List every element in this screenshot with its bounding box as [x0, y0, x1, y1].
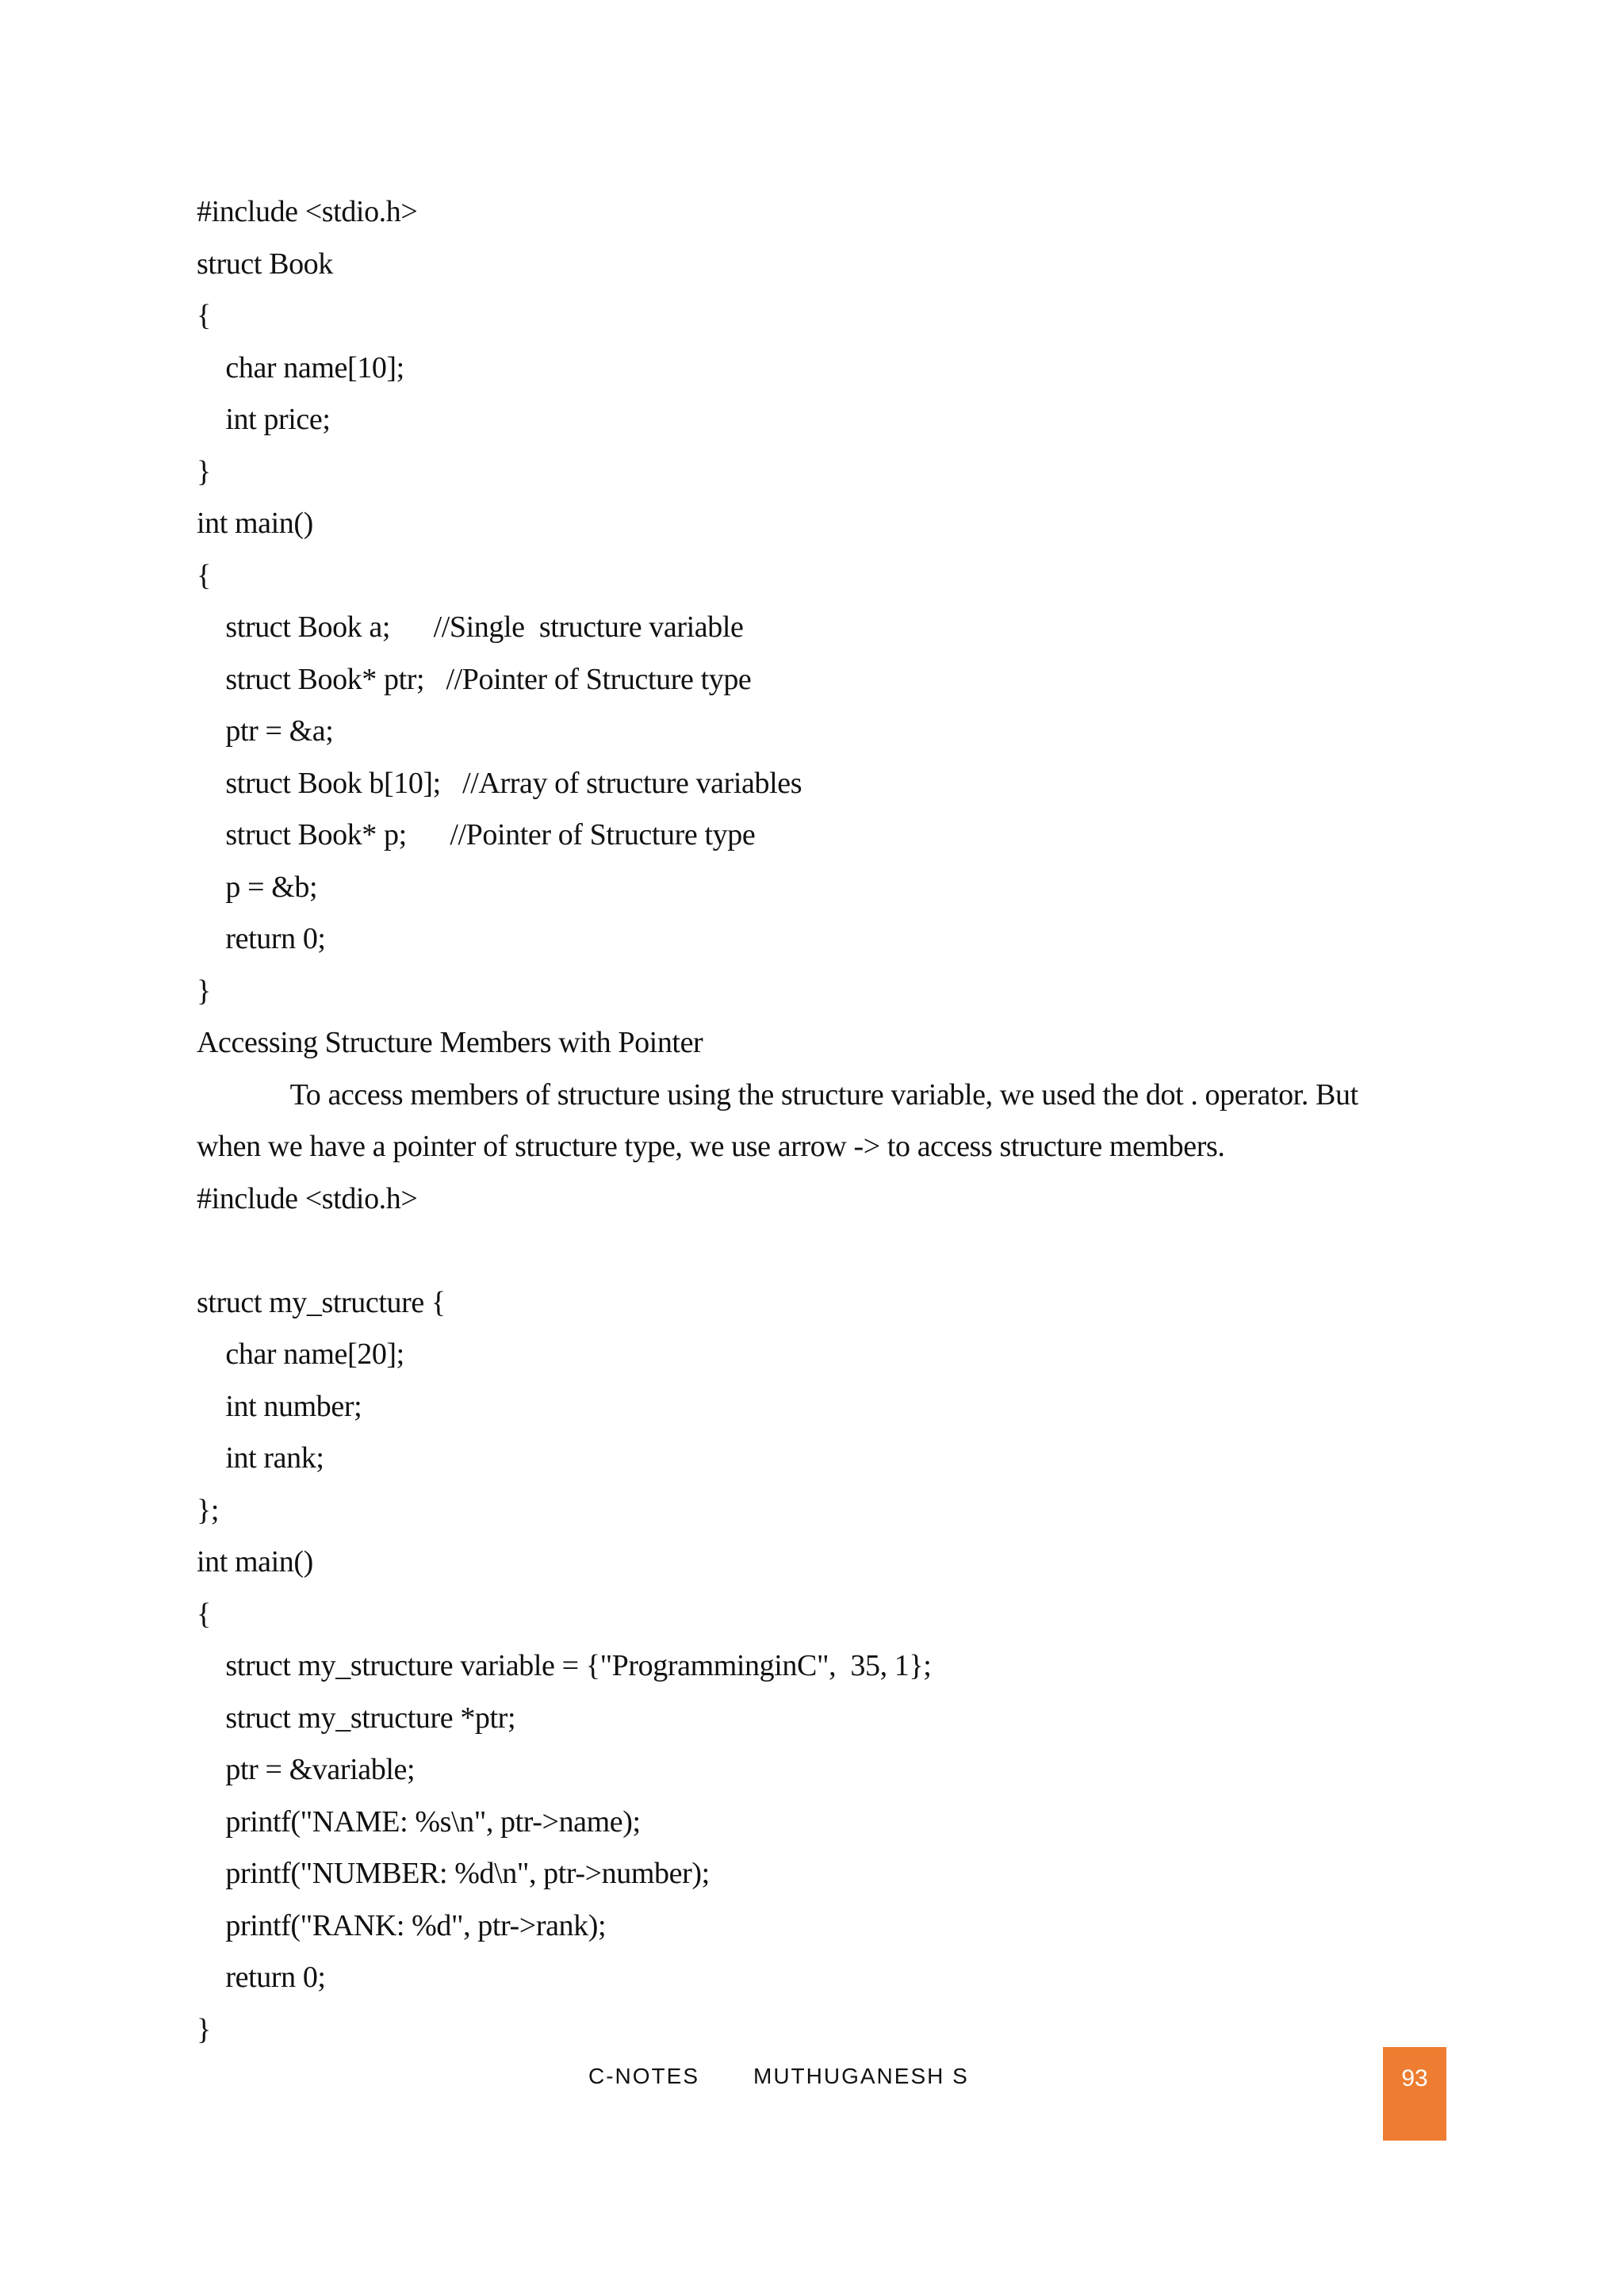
text-line: } — [197, 974, 211, 1008]
text-line: struct my_structure *ptr; — [197, 1701, 516, 1735]
text-line: ptr = &a; — [197, 714, 334, 748]
text-line: char name[20]; — [197, 1337, 404, 1371]
text-line: }; — [197, 1494, 219, 1527]
text-line: struct Book* p; //Pointer of Structure type — [197, 818, 756, 851]
text-line: { — [197, 1598, 211, 1631]
text-line: struct my_structure { — [197, 1286, 446, 1319]
text-line: printf("NAME: %s\n", ptr->name); — [197, 1805, 641, 1839]
text-line: } — [197, 455, 211, 488]
text-line: struct my_structure variable = {"ProgramminginC", 35, 1}; — [197, 1649, 932, 1682]
paragraph-line: To access members of structure using the structure variable, we used the dot . operator. But — [197, 1078, 1358, 1112]
text-line: { — [197, 559, 211, 592]
text-line: } — [197, 2013, 211, 2046]
text-line: int number; — [197, 1390, 362, 1423]
text-line: int rank; — [197, 1441, 324, 1475]
section-heading: Accessing Structure Members with Pointer — [197, 1026, 703, 1059]
text-line: ptr = &variable; — [197, 1753, 416, 1786]
text-line: { — [197, 299, 211, 332]
text-line: struct Book* ptr; //Pointer of Structure type — [197, 663, 752, 696]
text-line: printf("NUMBER: %d\n", ptr->number); — [197, 1857, 710, 1890]
paragraph-line: when we have a pointer of structure type, we use arrow -> to access structure members. — [197, 1130, 1225, 1163]
page-number-badge — [1383, 2047, 1446, 2141]
text-line: return 0; — [197, 922, 326, 955]
footer-title: C-NOTES — [588, 2064, 699, 2088]
text-line: #include <stdio.h> — [197, 1182, 418, 1215]
text-line: #include <stdio.h> — [197, 195, 418, 228]
footer-author: MUTHUGANESH S — [753, 2064, 969, 2088]
text-line: struct Book b[10]; //Array of structure variables — [197, 767, 802, 800]
text-line: struct Book a; //Single structure variable — [197, 610, 744, 644]
text-line: printf("RANK: %d", ptr->rank); — [197, 1909, 607, 1942]
text-line: p = &b; — [197, 871, 318, 904]
text-line: struct Book — [197, 247, 333, 281]
page-number: 93 — [1401, 2065, 1428, 2091]
text-line: int price; — [197, 403, 331, 436]
text-line: int main() — [197, 507, 313, 540]
text-line: int main() — [197, 1545, 313, 1578]
text-line: char name[10]; — [197, 351, 404, 385]
text-line: return 0; — [197, 1961, 326, 1994]
